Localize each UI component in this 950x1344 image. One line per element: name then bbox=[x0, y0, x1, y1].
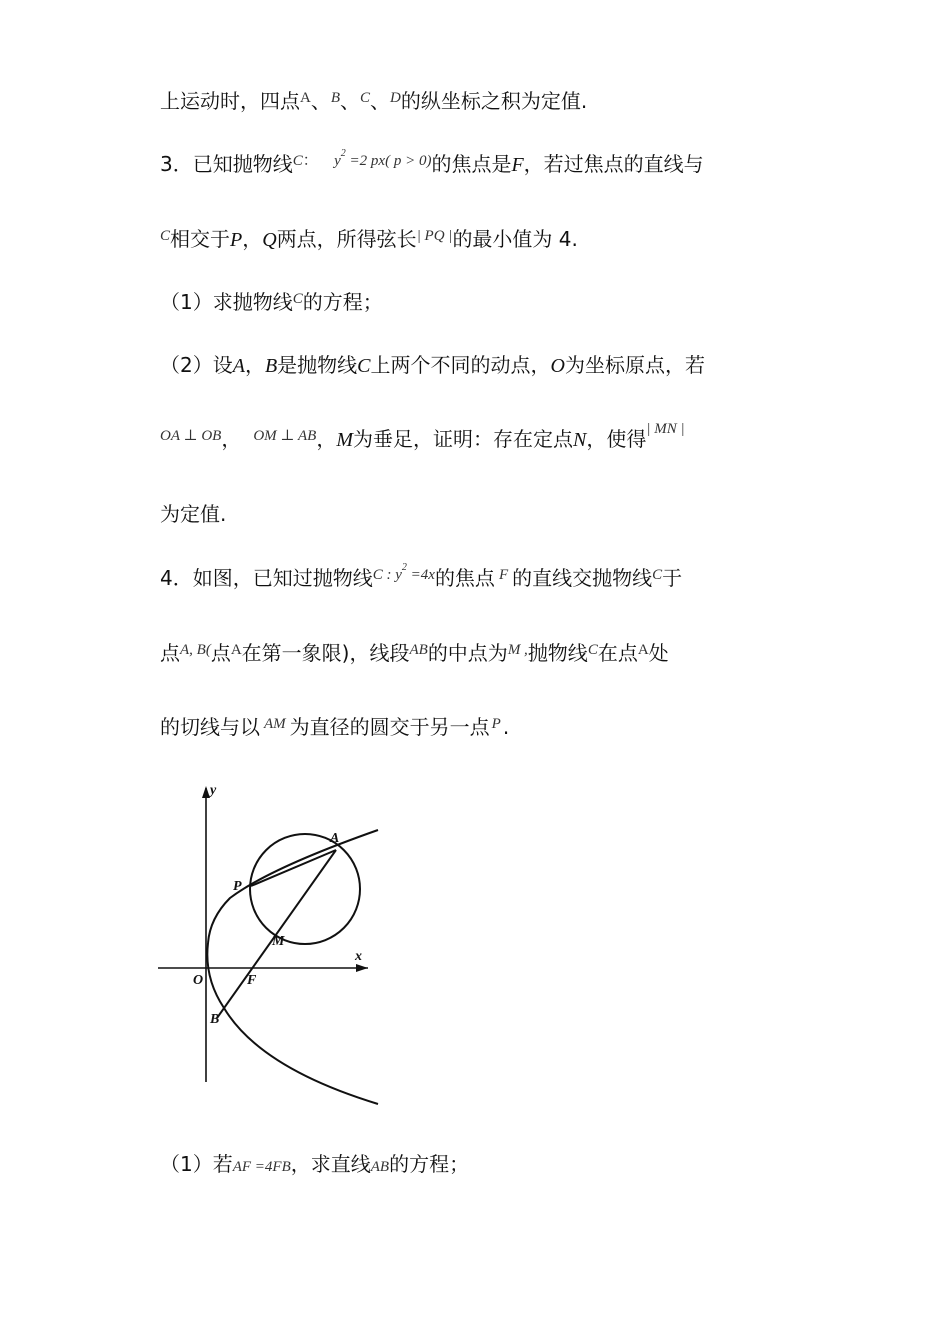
parabola-figure bbox=[150, 778, 390, 1113]
text: ， bbox=[316, 427, 337, 451]
text: 上运动时，四点 bbox=[160, 89, 300, 113]
text: 的最小值为 4. bbox=[452, 227, 578, 251]
text: （1）若 bbox=[160, 1152, 233, 1176]
math-AF-eq-4FB: AF =4FB bbox=[232, 1159, 291, 1175]
problem-4-q1 bbox=[160, 1150, 469, 1181]
text: 点 bbox=[210, 641, 231, 665]
math-AB: AB bbox=[409, 642, 428, 658]
eq-a: C : y bbox=[372, 567, 402, 583]
label-O: O bbox=[193, 973, 204, 988]
math-OM-perp-AB: OM ⊥ AB bbox=[253, 428, 317, 444]
y-axis-arrow bbox=[202, 786, 210, 798]
equation-parabola-4x bbox=[372, 562, 435, 583]
equation-parabola bbox=[334, 148, 432, 169]
text: 为坐标原点，若 bbox=[564, 353, 705, 377]
math-C: C bbox=[292, 291, 303, 307]
text: 相交于 bbox=[170, 227, 231, 251]
text: ，使得 bbox=[586, 427, 647, 451]
math-M: M bbox=[336, 429, 353, 451]
text: 在第一象限)，线段 bbox=[241, 641, 410, 665]
text: 为垂足，证明：存在定点 bbox=[353, 427, 573, 451]
math-C: C bbox=[587, 642, 598, 658]
problem-3-line-2 bbox=[160, 225, 578, 256]
math-D: D bbox=[390, 90, 401, 106]
math-N: N bbox=[573, 429, 587, 451]
problem-3-line-1 bbox=[160, 150, 704, 183]
math-Q: Q bbox=[262, 229, 277, 251]
math-P: P bbox=[491, 716, 501, 732]
text: 于 bbox=[662, 566, 683, 590]
text: 的直线交抛物线 bbox=[512, 566, 653, 590]
math-AB: AB bbox=[370, 1159, 390, 1175]
math-OA-perp-OB: OA ⊥ OB bbox=[160, 428, 222, 444]
text: 是抛物线 bbox=[277, 353, 358, 377]
label-A: A bbox=[330, 831, 340, 846]
eq-sup: 2 bbox=[340, 148, 346, 159]
text: ， bbox=[242, 227, 263, 251]
eq-sup: 2 bbox=[401, 562, 407, 573]
math-A: A bbox=[232, 355, 245, 377]
text: （2）设 bbox=[160, 353, 233, 377]
text: 的方程； bbox=[389, 1152, 470, 1176]
sep: 、 bbox=[310, 89, 331, 113]
math-O: O bbox=[550, 355, 565, 377]
math-C: C bbox=[360, 90, 371, 106]
math-F: F bbox=[498, 567, 509, 583]
math-PQ: | PQ | bbox=[416, 228, 453, 244]
math-C: C bbox=[160, 228, 171, 244]
text: ，求直线 bbox=[290, 1152, 371, 1176]
sep: ， bbox=[221, 427, 242, 451]
text: 点 bbox=[160, 641, 180, 665]
label-x: x bbox=[355, 949, 362, 964]
problem-3-q2-line-3 bbox=[160, 500, 226, 528]
text: 的焦点是 bbox=[431, 152, 512, 176]
math-M: M , bbox=[507, 642, 528, 658]
label-B: B bbox=[210, 1012, 220, 1027]
problem-4-line-1 bbox=[160, 564, 682, 597]
problem-3-q2-line-2 bbox=[160, 421, 685, 456]
problem-4-line-3 bbox=[160, 713, 509, 744]
eq-rest: =4x bbox=[406, 567, 435, 583]
text: 抛物线 bbox=[527, 641, 588, 665]
sep: 、 bbox=[340, 89, 361, 113]
text: 上两个不同的动点， bbox=[370, 353, 551, 377]
text: . bbox=[502, 715, 510, 739]
text: 为直径的圆交于另一点 bbox=[289, 715, 490, 739]
math-AM: AM bbox=[264, 716, 286, 732]
sep: 、 bbox=[370, 89, 391, 113]
text: 的中点为 bbox=[427, 641, 508, 665]
text: 的方程； bbox=[302, 290, 383, 314]
text: ， bbox=[244, 353, 265, 377]
text: 两点，所得弦长 bbox=[276, 227, 417, 251]
label-y: y bbox=[210, 783, 217, 798]
text-line-1 bbox=[160, 87, 587, 118]
math-C: C bbox=[292, 153, 303, 169]
text: （1）求抛物线 bbox=[160, 290, 293, 314]
label-P: P bbox=[233, 879, 242, 894]
text: 3．已知抛物线 bbox=[160, 152, 293, 176]
eq-rest: =2 px( p > 0) bbox=[345, 153, 432, 169]
label-F: F bbox=[247, 973, 257, 988]
text: 为定值. bbox=[160, 502, 227, 526]
math-B: B bbox=[330, 90, 341, 106]
math-A: A bbox=[637, 642, 649, 658]
text: 4．如图，已知过抛物线 bbox=[160, 566, 373, 590]
problem-3-q1 bbox=[160, 288, 383, 319]
math-A: A bbox=[230, 642, 242, 658]
math-C: C bbox=[357, 355, 371, 377]
math-C: C bbox=[652, 567, 663, 583]
circle-AM bbox=[250, 834, 360, 944]
math-MN: | MN | bbox=[646, 421, 685, 437]
x-axis-arrow bbox=[356, 964, 368, 972]
math-B: B bbox=[264, 355, 278, 377]
problem-3-q2 bbox=[160, 351, 705, 380]
text: ，若过焦点的直线与 bbox=[523, 152, 704, 176]
problem-4-line-2 bbox=[160, 639, 669, 670]
eq-y: y bbox=[334, 153, 341, 169]
math-P: P bbox=[230, 229, 243, 251]
math-F: F bbox=[511, 154, 524, 176]
math-A: A bbox=[300, 90, 311, 106]
text: 的切线与以 bbox=[160, 715, 260, 739]
math-A-B: A, B( bbox=[180, 642, 211, 658]
parabola-curve bbox=[207, 830, 378, 1104]
text: 在点 bbox=[597, 641, 638, 665]
text: 处 bbox=[648, 641, 669, 665]
text: 的纵坐标之积为定值. bbox=[400, 89, 588, 113]
text: 的焦点 bbox=[434, 566, 495, 590]
label-M: M bbox=[272, 934, 285, 949]
colon: ： bbox=[302, 151, 318, 169]
